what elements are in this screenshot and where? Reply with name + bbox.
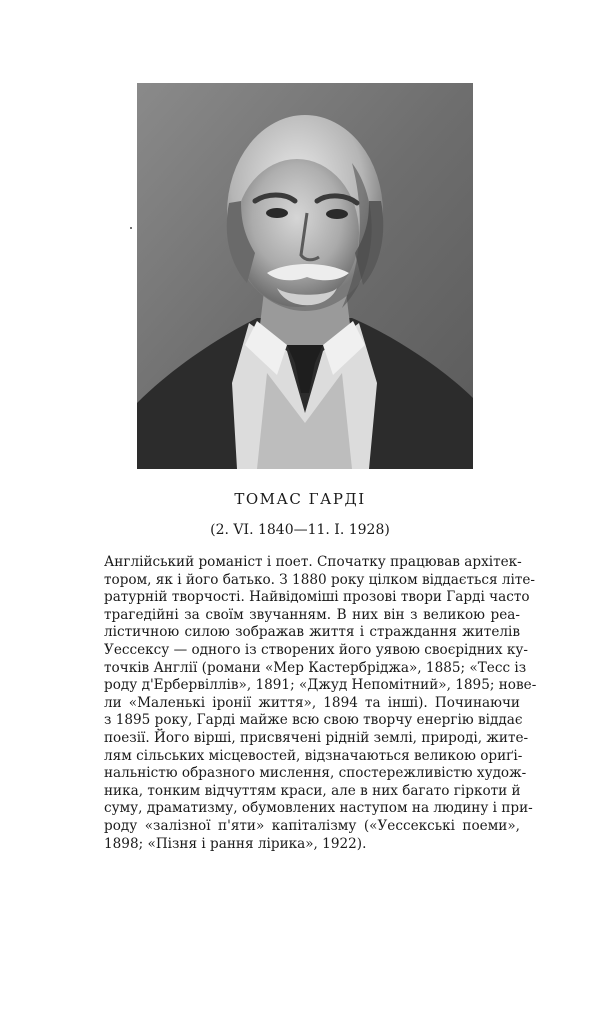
author-name: ТОМАС ГАРДІ — [234, 490, 366, 508]
bio-line: 1898; «Пізня і рання лірика», 1922). — [104, 835, 367, 852]
bio-line: ника, тонким відчуттям краси, але в них багато гіркоти й — [104, 782, 521, 799]
portrait-image — [137, 83, 473, 469]
bio-line: суму, драматизму, обумовлених наступом на людину і при- — [104, 800, 533, 817]
bio-line: Англійський романіст і поет. Спочатку працював архітек- — [104, 554, 522, 570]
bio-line: тором, як і його батько. З 1880 року цілком віддається літе- — [104, 571, 536, 588]
face-shape — [235, 159, 359, 307]
bio-line: поезії. Його вірші, присвячені рідній землі, природі, жите- — [104, 729, 529, 746]
bio-line: нальністю образного мислення, спостережливістю худож- — [104, 765, 527, 782]
biography-text — [104, 554, 537, 853]
bio-line: роду «залізної п'яти» капіталізму («Уессекські поеми», — [104, 817, 520, 834]
eye-right — [326, 209, 348, 219]
bio-line: трагедійні за своїм звучанням. В них він з великою реа- — [104, 606, 520, 623]
bio-line: з 1895 року, Гарді майже всю свою творчу енергію віддає — [104, 712, 523, 729]
bio-line: лям сільських місцевостей, відзначаються великою ориґі- — [104, 747, 523, 764]
bio-line: лістичною силою зображав життя і страждання жителів — [104, 624, 520, 641]
bio-line: роду д'Ербервіллів», 1891; «Джуд Непомітний», 1895; нове- — [104, 677, 537, 694]
bio-line: Уессексу — одного із створених його уявою своєрідних ку- — [104, 641, 528, 658]
bio-line: ли «Маленькі іронії життя», 1894 та інші). Починаючи — [104, 694, 520, 711]
bio-line: ратурній творчості. Найвідоміші прозові твори Гарді часто — [104, 589, 530, 606]
author-dates: (2. VI. 1840—11. I. 1928) — [210, 522, 390, 538]
portrait-photo — [137, 83, 473, 469]
bio-line: точків Англії (романи «Мер Кастербріджа», 1885; «Тесс із — [104, 659, 527, 676]
print-speck — [130, 227, 132, 229]
eye-left — [266, 208, 288, 218]
